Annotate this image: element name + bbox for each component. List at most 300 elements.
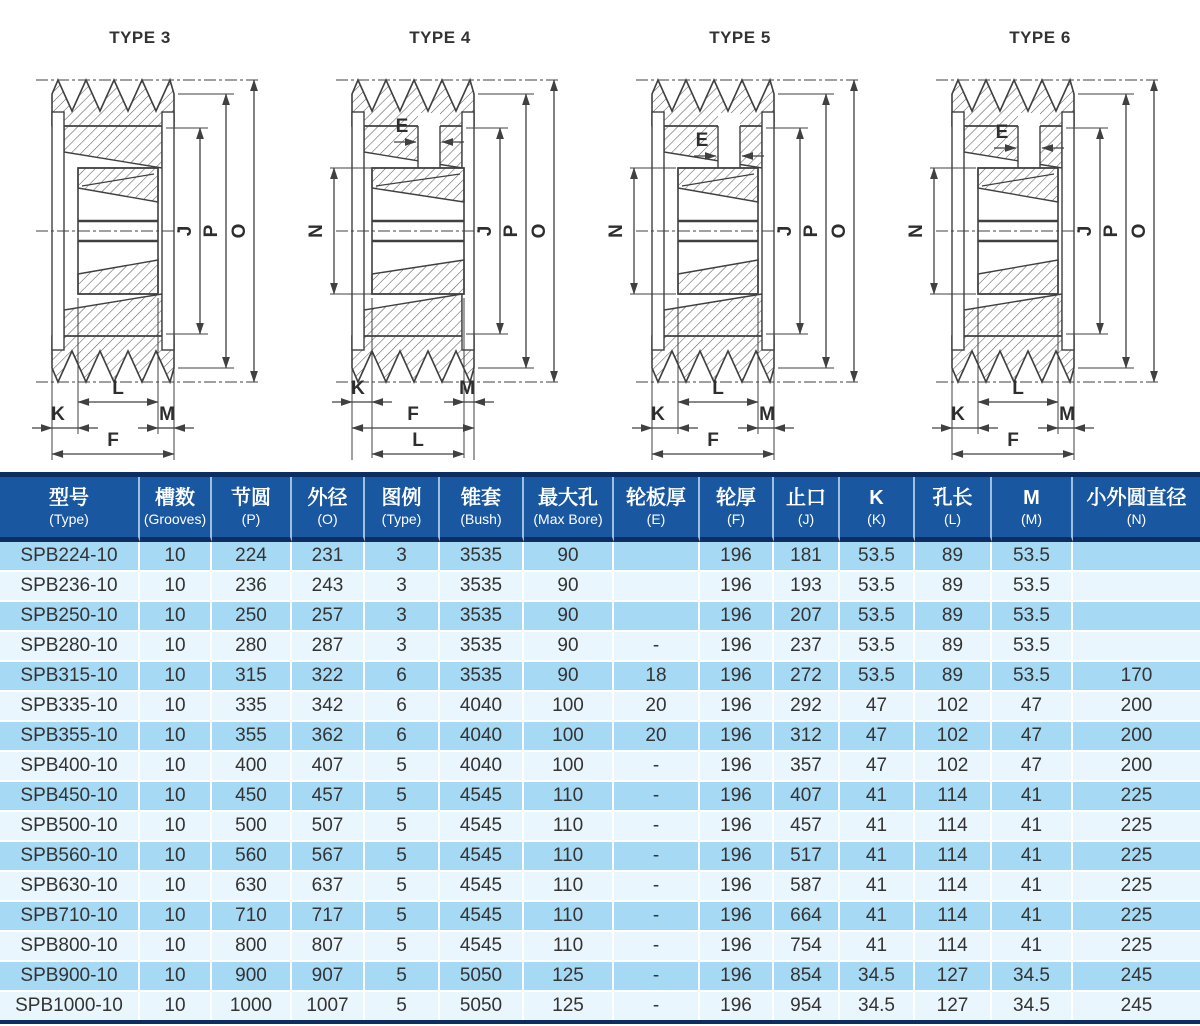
cell-r15-c8: 196 (700, 992, 774, 1020)
cell-r15-c4: 5 (365, 992, 440, 1020)
cell-r13-c12: 41 (992, 932, 1073, 962)
table-row-SPB400-10 (0, 752, 1200, 782)
cell-r1-c7 (614, 572, 700, 602)
svg-text:L: L (712, 378, 724, 399)
svg-text:N: N (606, 224, 627, 238)
cell-r6-c4: 6 (365, 722, 440, 752)
column-header-2 (212, 477, 292, 542)
column-header-zh: 轮厚 (716, 487, 756, 509)
diagram-type-3 (0, 0, 300, 472)
cell-r5-c5: 4040 (440, 692, 524, 722)
cell-r8-c13: 225 (1073, 782, 1200, 812)
cell-r9-c12: 41 (992, 812, 1073, 842)
cell-r3-c3: 287 (292, 632, 365, 662)
column-header-zh: 锥套 (461, 487, 501, 509)
cell-r12-c4: 5 (365, 902, 440, 932)
cell-r11-c13: 225 (1073, 872, 1200, 902)
svg-text:O: O (1129, 223, 1150, 239)
cell-r9-c13: 225 (1073, 812, 1200, 842)
cell-r11-c1: 10 (140, 872, 212, 902)
cell-r5-c12: 47 (992, 692, 1073, 722)
cell-r14-c11: 127 (915, 962, 992, 992)
cell-r5-c13: 200 (1073, 692, 1200, 722)
cell-r0-c1: 10 (140, 542, 212, 572)
table-row-SPB900-10 (0, 962, 1200, 992)
cell-r3-c13 (1073, 632, 1200, 662)
cell-r1-c12: 53.5 (992, 572, 1073, 602)
svg-text:O: O (829, 223, 850, 239)
diagram-title: TYPE 6 (1009, 28, 1071, 47)
cell-r9-c9: 457 (774, 812, 840, 842)
cell-r15-c1: 10 (140, 992, 212, 1020)
cell-r1-c9: 193 (774, 572, 840, 602)
svg-text:E: E (995, 122, 1009, 143)
cell-r13-c3: 807 (292, 932, 365, 962)
cell-r3-c0: SPB280-10 (0, 632, 140, 662)
column-header-12 (992, 477, 1073, 542)
column-header-10 (840, 477, 915, 542)
cell-r5-c4: 6 (365, 692, 440, 722)
svg-text:F: F (707, 430, 719, 451)
cell-r2-c13 (1073, 602, 1200, 632)
cell-r7-c6: 100 (524, 752, 614, 782)
cell-r4-c10: 53.5 (840, 662, 915, 692)
cell-r10-c13: 225 (1073, 842, 1200, 872)
column-header-6 (524, 477, 614, 542)
cell-r9-c11: 114 (915, 812, 992, 842)
dimension-O (529, 80, 554, 382)
cell-r10-c6: 110 (524, 842, 614, 872)
cell-r7-c12: 47 (992, 752, 1073, 782)
cell-r14-c8: 196 (700, 962, 774, 992)
pulley-body (952, 80, 1074, 382)
cell-r11-c6: 110 (524, 872, 614, 902)
cell-r7-c2: 400 (212, 752, 292, 782)
cell-r3-c12: 53.5 (992, 632, 1073, 662)
column-header-en: (P) (241, 511, 261, 527)
cell-r7-c5: 4040 (440, 752, 524, 782)
cell-r1-c0: SPB236-10 (0, 572, 140, 602)
column-header-en: (K) (867, 511, 886, 527)
cell-r12-c8: 196 (700, 902, 774, 932)
cell-r2-c12: 53.5 (992, 602, 1073, 632)
column-header-zh: 止口 (786, 487, 826, 509)
svg-text:K: K (351, 378, 365, 399)
cell-r13-c10: 41 (840, 932, 915, 962)
cell-r13-c13: 225 (1073, 932, 1200, 962)
svg-text:L: L (112, 378, 124, 399)
cell-r10-c0: SPB560-10 (0, 842, 140, 872)
table-row-SPB335-10 (0, 692, 1200, 722)
column-header-zh: K (869, 487, 884, 509)
cell-r7-c3: 407 (292, 752, 365, 782)
cell-r10-c5: 4545 (440, 842, 524, 872)
column-header-zh: 孔长 (932, 487, 973, 509)
cell-r0-c8: 196 (700, 542, 774, 572)
cell-r2-c8: 196 (700, 602, 774, 632)
cell-r9-c8: 196 (700, 812, 774, 842)
cell-r12-c0: SPB710-10 (0, 902, 140, 932)
table-row-SPB315-10 (0, 662, 1200, 692)
cell-r1-c8: 196 (700, 572, 774, 602)
table-row-SPB500-10 (0, 812, 1200, 842)
cell-r5-c1: 10 (140, 692, 212, 722)
cell-r11-c3: 637 (292, 872, 365, 902)
cell-r1-c10: 53.5 (840, 572, 915, 602)
svg-text:J: J (175, 225, 196, 237)
svg-text:L: L (412, 430, 424, 451)
cell-r9-c7: - (614, 812, 700, 842)
svg-text:O: O (529, 223, 550, 239)
cell-r6-c8: 196 (700, 722, 774, 752)
cell-r14-c2: 900 (212, 962, 292, 992)
table-row-SPB224-10 (0, 542, 1200, 572)
cell-r9-c5: 4545 (440, 812, 524, 842)
cell-r9-c3: 507 (292, 812, 365, 842)
cell-r0-c7 (614, 542, 700, 572)
cell-r6-c1: 10 (140, 722, 212, 752)
cell-r0-c9: 181 (774, 542, 840, 572)
cell-r12-c11: 114 (915, 902, 992, 932)
cell-r8-c7: - (614, 782, 700, 812)
cell-r15-c0: SPB1000-10 (0, 992, 140, 1020)
cell-r12-c12: 41 (992, 902, 1073, 932)
column-header-en: (F) (727, 511, 745, 527)
cell-r7-c4: 5 (365, 752, 440, 782)
cell-r6-c12: 47 (992, 722, 1073, 752)
column-header-7 (614, 477, 700, 542)
cell-r1-c4: 3 (365, 572, 440, 602)
svg-text:N: N (906, 224, 927, 238)
column-header-1 (140, 477, 212, 542)
cell-r15-c9: 954 (774, 992, 840, 1020)
cell-r2-c0: SPB250-10 (0, 602, 140, 632)
cell-r14-c13: 245 (1073, 962, 1200, 992)
cell-r8-c8: 196 (700, 782, 774, 812)
cell-r10-c7: - (614, 842, 700, 872)
cell-r5-c10: 47 (840, 692, 915, 722)
cell-r7-c0: SPB400-10 (0, 752, 140, 782)
cell-r12-c5: 4545 (440, 902, 524, 932)
column-header-en: (O) (317, 511, 338, 527)
cell-r11-c8: 196 (700, 872, 774, 902)
cell-r15-c2: 1000 (212, 992, 292, 1020)
spec-table (0, 477, 1200, 1020)
cell-r3-c5: 3535 (440, 632, 524, 662)
cell-r0-c5: 3535 (440, 542, 524, 572)
cell-r6-c2: 355 (212, 722, 292, 752)
column-header-en: (E) (646, 511, 666, 527)
column-header-5 (440, 477, 524, 542)
cell-r1-c13 (1073, 572, 1200, 602)
pulley-drawing (300, 68, 600, 472)
svg-text:K: K (951, 404, 965, 425)
cell-r5-c9: 292 (774, 692, 840, 722)
svg-text:J: J (775, 225, 796, 237)
cell-r10-c10: 41 (840, 842, 915, 872)
column-header-13 (1073, 477, 1200, 542)
cell-r13-c0: SPB800-10 (0, 932, 140, 962)
pulley-drawing (600, 68, 900, 472)
column-header-en: (Grooves) (143, 511, 207, 527)
svg-text:P: P (501, 224, 522, 238)
svg-text:F: F (1007, 430, 1019, 451)
cell-r2-c10: 53.5 (840, 602, 915, 632)
cell-r9-c2: 500 (212, 812, 292, 842)
cell-r14-c4: 5 (365, 962, 440, 992)
cell-r2-c6: 90 (524, 602, 614, 632)
cell-r15-c3: 1007 (292, 992, 365, 1020)
column-header-en: (Max Bore) (533, 511, 603, 527)
cell-r15-c11: 127 (915, 992, 992, 1020)
pulley-diagram-svg (0, 68, 300, 472)
cell-r14-c5: 5050 (440, 962, 524, 992)
cell-r14-c6: 125 (524, 962, 614, 992)
cell-r1-c5: 3535 (440, 572, 524, 602)
cell-r3-c8: 196 (700, 632, 774, 662)
column-header-zh: 最大孔 (538, 487, 598, 509)
svg-text:M: M (159, 404, 175, 425)
cell-r11-c2: 630 (212, 872, 292, 902)
cell-r11-c0: SPB630-10 (0, 872, 140, 902)
svg-text:F: F (107, 430, 119, 451)
column-header-en: (Type) (49, 511, 89, 527)
cell-r12-c2: 710 (212, 902, 292, 932)
cell-r14-c1: 10 (140, 962, 212, 992)
cell-r8-c12: 41 (992, 782, 1073, 812)
cell-r11-c10: 41 (840, 872, 915, 902)
diagram-type-6 (900, 0, 1200, 472)
cell-r15-c10: 34.5 (840, 992, 915, 1020)
svg-text:O: O (229, 223, 250, 239)
diagram-title: TYPE 4 (409, 28, 471, 47)
cell-r8-c9: 407 (774, 782, 840, 812)
pulley-body (52, 80, 174, 382)
column-header-zh: 轮板厚 (626, 487, 686, 509)
spec-table-body (0, 542, 1200, 1020)
cell-r5-c11: 102 (915, 692, 992, 722)
cell-r8-c6: 110 (524, 782, 614, 812)
cell-r11-c11: 114 (915, 872, 992, 902)
cell-r10-c11: 114 (915, 842, 992, 872)
cell-r4-c1: 10 (140, 662, 212, 692)
cell-r4-c9: 272 (774, 662, 840, 692)
pulley-body (652, 80, 774, 382)
cell-r9-c6: 110 (524, 812, 614, 842)
cell-r4-c12: 53.5 (992, 662, 1073, 692)
cell-r0-c11: 89 (915, 542, 992, 572)
cell-r4-c4: 6 (365, 662, 440, 692)
cell-r11-c5: 4545 (440, 872, 524, 902)
svg-text:M: M (459, 378, 475, 399)
cell-r1-c11: 89 (915, 572, 992, 602)
column-header-zh: 型号 (49, 487, 89, 509)
column-header-zh: 节圆 (231, 487, 271, 509)
cell-r2-c5: 3535 (440, 602, 524, 632)
cell-r12-c3: 717 (292, 902, 365, 932)
table-row-SPB710-10 (0, 902, 1200, 932)
table-row-SPB280-10 (0, 632, 1200, 662)
cell-r4-c0: SPB315-10 (0, 662, 140, 692)
cell-r13-c1: 10 (140, 932, 212, 962)
dimension-O (229, 80, 254, 382)
cell-r3-c10: 53.5 (840, 632, 915, 662)
cell-r15-c7: - (614, 992, 700, 1020)
column-header-en: (L) (943, 511, 962, 527)
svg-text:E: E (395, 116, 409, 137)
cell-r7-c9: 357 (774, 752, 840, 782)
cell-r14-c0: SPB900-10 (0, 962, 140, 992)
cell-r13-c4: 5 (365, 932, 440, 962)
cell-r3-c4: 3 (365, 632, 440, 662)
pulley-drawing (900, 68, 1200, 472)
cell-r10-c2: 560 (212, 842, 292, 872)
cell-r6-c7: 20 (614, 722, 700, 752)
cell-r0-c4: 3 (365, 542, 440, 572)
cell-r0-c10: 53.5 (840, 542, 915, 572)
cell-r14-c7: - (614, 962, 700, 992)
pulley-body (352, 80, 474, 382)
column-header-zh: 小外圆直径 (1086, 487, 1187, 509)
table-row-SPB630-10 (0, 872, 1200, 902)
dimension-O (829, 80, 854, 382)
cell-r12-c13: 225 (1073, 902, 1200, 932)
cell-r8-c4: 5 (365, 782, 440, 812)
cell-r4-c11: 89 (915, 662, 992, 692)
column-header-8 (700, 477, 774, 542)
column-header-en: (Type) (381, 511, 422, 527)
column-header-en: (M) (1021, 511, 1042, 527)
pulley-diagram-svg (900, 68, 1200, 472)
cell-r14-c3: 907 (292, 962, 365, 992)
diagram-title: TYPE 3 (109, 28, 171, 47)
table-row-SPB1000-10 (0, 992, 1200, 1020)
diagram-strip (0, 0, 1200, 472)
cell-r0-c13 (1073, 542, 1200, 572)
cell-r11-c12: 41 (992, 872, 1073, 902)
cell-r0-c12: 53.5 (992, 542, 1073, 572)
svg-text:K: K (51, 404, 65, 425)
column-header-9 (774, 477, 840, 542)
cell-r5-c2: 335 (212, 692, 292, 722)
cell-r12-c10: 41 (840, 902, 915, 932)
cell-r13-c8: 196 (700, 932, 774, 962)
column-header-4 (365, 477, 440, 542)
cell-r7-c1: 10 (140, 752, 212, 782)
cell-r6-c10: 47 (840, 722, 915, 752)
svg-text:F: F (407, 404, 419, 425)
cell-r6-c6: 100 (524, 722, 614, 752)
cell-r7-c11: 102 (915, 752, 992, 782)
cell-r7-c7: - (614, 752, 700, 782)
column-header-zh: 槽数 (155, 487, 195, 509)
cell-r11-c7: - (614, 872, 700, 902)
pulley-drawing (0, 68, 300, 472)
cell-r10-c3: 567 (292, 842, 365, 872)
cell-r2-c9: 207 (774, 602, 840, 632)
cell-r10-c1: 10 (140, 842, 212, 872)
cell-r6-c11: 102 (915, 722, 992, 752)
diagram-type-5 (600, 0, 900, 472)
cell-r4-c5: 3535 (440, 662, 524, 692)
table-row-SPB355-10 (0, 722, 1200, 752)
cell-r6-c13: 200 (1073, 722, 1200, 752)
cell-r12-c1: 10 (140, 902, 212, 932)
svg-text:P: P (1101, 224, 1122, 238)
cell-r9-c1: 10 (140, 812, 212, 842)
cell-r11-c9: 587 (774, 872, 840, 902)
cell-r8-c10: 41 (840, 782, 915, 812)
cell-r4-c8: 196 (700, 662, 774, 692)
cell-r0-c3: 231 (292, 542, 365, 572)
cell-r3-c6: 90 (524, 632, 614, 662)
cell-r15-c13: 245 (1120, 995, 1153, 1016)
cell-r6-c0: SPB355-10 (0, 722, 140, 752)
cell-r12-c7: - (614, 902, 700, 932)
cell-r2-c1: 10 (140, 602, 212, 632)
cell-r9-c4: 5 (365, 812, 440, 842)
cell-r10-c8: 196 (700, 842, 774, 872)
cell-r9-c0: SPB500-10 (0, 812, 140, 842)
cell-r12-c9: 664 (774, 902, 840, 932)
svg-text:M: M (1059, 404, 1075, 425)
cell-r3-c2: 280 (212, 632, 292, 662)
table-row-SPB450-10 (0, 782, 1200, 812)
svg-text:J: J (1075, 225, 1096, 237)
cell-r3-c1: 10 (140, 632, 212, 662)
table-row-SPB800-10 (0, 932, 1200, 962)
cell-r8-c3: 457 (292, 782, 365, 812)
column-header-zh: M (1023, 487, 1040, 509)
cell-r13-c9: 754 (774, 932, 840, 962)
cell-r4-c7: 18 (614, 662, 700, 692)
cell-r4-c13: 170 (1073, 662, 1200, 692)
cell-r2-c2: 250 (212, 602, 292, 632)
cell-r4-c3: 322 (292, 662, 365, 692)
svg-text:J: J (475, 225, 496, 237)
cell-r0-c6: 90 (524, 542, 614, 572)
diagram-title: TYPE 5 (709, 28, 771, 47)
cell-r0-c0: SPB224-10 (0, 542, 140, 572)
cell-r10-c12: 41 (992, 842, 1073, 872)
cell-r14-c12: 34.5 (992, 962, 1073, 992)
table-row-SPB560-10 (0, 842, 1200, 872)
cell-r8-c5: 4545 (440, 782, 524, 812)
pulley-diagram-svg (300, 68, 600, 472)
cell-r7-c13: 200 (1073, 752, 1200, 782)
column-header-3 (292, 477, 365, 542)
cell-r4-c2: 315 (212, 662, 292, 692)
cell-r2-c11: 89 (915, 602, 992, 632)
cell-r5-c8: 196 (700, 692, 774, 722)
cell-r1-c1: 10 (140, 572, 212, 602)
cell-r1-c6: 90 (524, 572, 614, 602)
svg-text:L: L (1012, 378, 1024, 399)
column-header-11 (915, 477, 992, 542)
spec-table-header (0, 477, 1200, 542)
cell-r5-c6: 100 (524, 692, 614, 722)
cell-r2-c4: 3 (365, 602, 440, 632)
cell-r15-c6: 125 (524, 992, 614, 1020)
cell-r12-c6: 110 (524, 902, 614, 932)
cell-r3-c9: 237 (774, 632, 840, 662)
cell-r2-c7 (614, 602, 700, 632)
cell-r4-c6: 90 (524, 662, 614, 692)
cell-r1-c2: 236 (212, 572, 292, 602)
cell-r10-c9: 517 (774, 842, 840, 872)
cell-r7-c8: 196 (700, 752, 774, 782)
cell-r9-c10: 41 (840, 812, 915, 842)
